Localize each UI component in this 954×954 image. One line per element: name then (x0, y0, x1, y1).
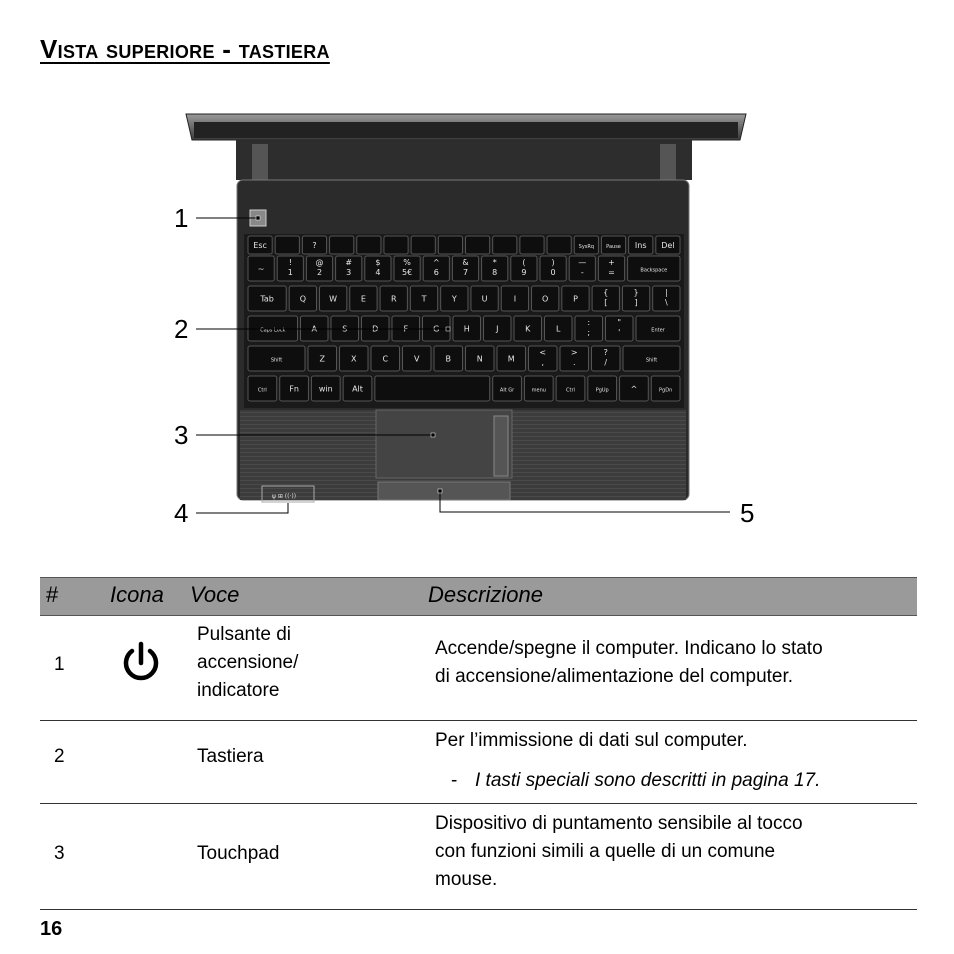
key-label: } (633, 288, 639, 297)
row-item-line: Touchpad (197, 843, 280, 864)
key-label: ] (634, 298, 638, 307)
key-label: Esc (253, 241, 267, 250)
key-label: { (603, 288, 609, 297)
key-label: Alt (352, 384, 363, 394)
key-label: A (311, 324, 317, 334)
key-label: / (604, 358, 608, 367)
key-label: O (542, 294, 549, 304)
key-label: ! (288, 258, 292, 267)
row-desc-line: mouse. (435, 869, 498, 890)
key-label: W (329, 294, 338, 304)
key-label: 4 (375, 268, 381, 277)
key-label: " (617, 318, 622, 327)
key (384, 236, 408, 254)
table-row (40, 721, 917, 804)
key-label: ^ (432, 258, 440, 267)
key-label: SysRq (578, 244, 595, 250)
key-label: Ctrl (566, 387, 575, 394)
key (466, 236, 490, 254)
key-label: ) (551, 258, 555, 267)
callout-3: 3 (174, 420, 189, 450)
key-label: ; (587, 328, 591, 337)
key-label: ? (603, 348, 608, 357)
key-label: D (372, 324, 379, 334)
key-label: ( (522, 258, 526, 267)
key-label: | (665, 288, 668, 297)
callout-4: 4 (174, 498, 189, 528)
key-label: win (318, 384, 333, 394)
header-icon: Icona (110, 582, 164, 607)
key-label: , (541, 358, 545, 367)
key-label: PgUp (595, 387, 609, 394)
row-desc-line: di accensione/alimentazione del computer. (435, 666, 794, 687)
key (275, 236, 299, 254)
svg-text:ψ ⊞ ((·)): ψ ⊞ ((·)) (272, 493, 297, 500)
key-label: 9 (521, 268, 527, 277)
key-label: P (573, 294, 578, 304)
key-label: Backspace (640, 267, 668, 274)
key-label: ~ (257, 264, 265, 274)
key-label: % (403, 258, 411, 267)
key-label: ? (312, 241, 317, 250)
row-desc-line: Accende/spegne il computer. Indicano lo stato (435, 638, 823, 659)
row-item-line: Pulsante di (197, 624, 292, 645)
row-item-line: Tastiera (197, 746, 264, 767)
callout-1: 1 (174, 203, 189, 233)
key-label: < (539, 348, 547, 357)
keyboard (248, 236, 680, 401)
key-label: \ (665, 298, 668, 307)
key-label: - (580, 268, 584, 277)
note-dash: - (451, 770, 458, 791)
page-title: Vista superiore - tastiera (40, 34, 330, 64)
key-label: Enter (651, 327, 665, 334)
row-desc-line: Per l’immissione di dati sul computer. (435, 730, 748, 751)
key-label: 3 (346, 268, 352, 277)
key-label: PgDn (659, 387, 673, 394)
key-label: @ (315, 258, 324, 267)
key-label: U (481, 294, 488, 304)
key-label: : (587, 318, 591, 327)
key-label: — (578, 258, 587, 267)
key-label: B (445, 354, 451, 364)
key-label: H (463, 324, 470, 334)
row-num: 3 (54, 843, 65, 864)
key-label: Caps Lock (260, 327, 286, 334)
key-label: Tab (260, 294, 274, 304)
key-label: X (351, 354, 357, 364)
key-label: Ins (634, 241, 647, 250)
key (375, 376, 490, 401)
key-label: + (608, 258, 615, 267)
key-label: E (360, 294, 366, 304)
row-desc-line: Dispositivo di puntamento sensibile al tocco (435, 813, 803, 834)
key (547, 236, 571, 254)
row-num: 1 (54, 654, 65, 675)
key-label: N (476, 354, 483, 364)
row-item-line: accensione/ (197, 652, 299, 673)
key (411, 236, 435, 254)
key-label: M (507, 354, 515, 364)
callout-5: 5 (740, 498, 755, 528)
key-label: 7 (462, 268, 469, 277)
table-header (40, 577, 917, 616)
key-label: J (496, 324, 499, 334)
key-label: K (525, 324, 531, 334)
key-label: $ (375, 258, 381, 267)
callout-2: 2 (174, 314, 189, 344)
table-row (40, 804, 917, 910)
laptop-illustration (0, 100, 954, 540)
note-link[interactable]: I tasti speciali sono descritti in pagina 17. (475, 770, 821, 791)
header-num: # (46, 582, 59, 607)
key-label: G (433, 324, 440, 334)
key-label: menu (531, 387, 546, 394)
page-number: 16 (40, 918, 63, 940)
key-label: V (414, 354, 420, 364)
key-label: = (608, 268, 615, 277)
key-label: Shift (270, 357, 283, 364)
row-item-line: indicatore (197, 680, 280, 701)
key-label: > (570, 348, 578, 357)
key-label: Z (319, 354, 325, 364)
key (330, 236, 354, 254)
key-label: 5€ (402, 268, 413, 277)
key-label: I (513, 294, 517, 304)
row-desc-line: con funzioni simili a quelle di un comune (435, 841, 776, 862)
key (357, 236, 381, 254)
key (520, 236, 544, 254)
key-label: Y (451, 294, 457, 304)
key-label: T (421, 294, 427, 304)
key-label: R (390, 294, 397, 304)
key (438, 236, 462, 254)
key-label: [ (604, 298, 608, 307)
power-icon (120, 641, 162, 694)
key-label: C (382, 354, 389, 364)
table-row (40, 615, 917, 721)
key-label: S (342, 324, 348, 334)
laptop-top-view-figure (0, 100, 954, 540)
key-label: ^ (630, 384, 638, 394)
key-label: Pause (606, 244, 621, 250)
key-label: * (492, 258, 497, 267)
key-label: F (403, 324, 409, 334)
key-label: Ctrl (257, 387, 267, 394)
key-label: Shift (645, 357, 658, 364)
key-label: . (572, 358, 576, 367)
key-label: ' (618, 328, 621, 337)
key-label: & (462, 258, 469, 267)
row-num: 2 (54, 746, 65, 767)
header-desc: Descrizione (428, 582, 543, 607)
header-item: Voce (190, 582, 240, 607)
key-label: Alt Gr (499, 387, 515, 394)
key-label: 0 (550, 268, 556, 277)
key-label: 1 (287, 268, 293, 277)
key (493, 236, 517, 254)
key-label: Fn (289, 384, 299, 394)
key-label: # (345, 258, 353, 267)
key-label: L (556, 324, 561, 334)
key-label: Q (299, 294, 307, 304)
key-label: 6 (433, 268, 439, 277)
key-label: 8 (492, 268, 498, 277)
key-label: Del (661, 241, 675, 250)
key-label: 2 (316, 268, 323, 277)
